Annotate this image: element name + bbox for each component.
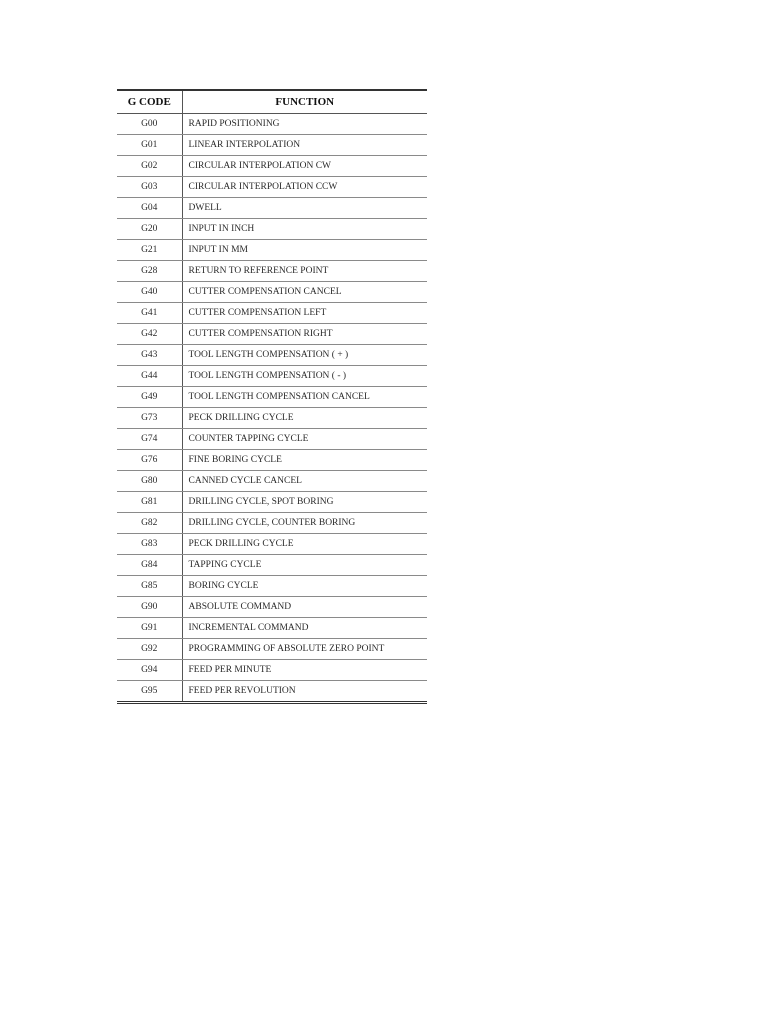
table-row	[117, 198, 427, 219]
table-row	[117, 408, 427, 429]
gcode-cell: G85	[117, 576, 182, 597]
table-row	[117, 282, 427, 303]
function-cell: TOOL LENGTH COMPENSATION ( - )	[182, 366, 427, 387]
table-row	[117, 618, 427, 639]
function-cell: INPUT IN MM	[182, 240, 427, 261]
function-cell: FINE BORING CYCLE	[182, 450, 427, 471]
function-cell: FEED PER MINUTE	[182, 660, 427, 681]
gcode-cell: G74	[117, 429, 182, 450]
gcode-cell: G82	[117, 513, 182, 534]
gcode-cell: G81	[117, 492, 182, 513]
gcode-cell: G84	[117, 555, 182, 576]
function-cell: PECK DRILLING CYCLE	[182, 408, 427, 429]
function-cell: INPUT IN INCH	[182, 219, 427, 240]
gcode-cell: G02	[117, 156, 182, 177]
gcode-cell: G92	[117, 639, 182, 660]
table-body	[117, 114, 427, 703]
table-row	[117, 471, 427, 492]
function-cell: PECK DRILLING CYCLE	[182, 534, 427, 555]
table-row	[117, 219, 427, 240]
table-row	[117, 156, 427, 177]
gcode-cell: G40	[117, 282, 182, 303]
table-row	[117, 597, 427, 618]
table-row	[117, 324, 427, 345]
column-header-gcode: G CODE	[117, 90, 182, 114]
table-row	[117, 345, 427, 366]
gcode-table	[117, 89, 427, 704]
function-cell: ABSOLUTE COMMAND	[182, 597, 427, 618]
table-row	[117, 240, 427, 261]
gcode-cell: G21	[117, 240, 182, 261]
function-cell: DRILLING CYCLE, SPOT BORING	[182, 492, 427, 513]
function-cell: DWELL	[182, 198, 427, 219]
gcode-cell: G44	[117, 366, 182, 387]
table-row	[117, 681, 427, 703]
function-cell: CUTTER COMPENSATION LEFT	[182, 303, 427, 324]
gcode-cell: G90	[117, 597, 182, 618]
table-row	[117, 576, 427, 597]
gcode-cell: G91	[117, 618, 182, 639]
gcode-cell: G76	[117, 450, 182, 471]
table-row	[117, 366, 427, 387]
function-cell: RAPID POSITIONING	[182, 114, 427, 135]
gcode-cell: G95	[117, 681, 182, 703]
gcode-cell: G94	[117, 660, 182, 681]
table-row	[117, 513, 427, 534]
table-row	[117, 555, 427, 576]
table-row	[117, 534, 427, 555]
table-header-row	[117, 90, 427, 114]
gcode-cell: G03	[117, 177, 182, 198]
function-cell: CANNED CYCLE CANCEL	[182, 471, 427, 492]
function-cell: TOOL LENGTH COMPENSATION ( + )	[182, 345, 427, 366]
table-row	[117, 261, 427, 282]
function-cell: DRILLING CYCLE, COUNTER BORING	[182, 513, 427, 534]
function-cell: LINEAR INTERPOLATION	[182, 135, 427, 156]
table-row	[117, 135, 427, 156]
table-row	[117, 660, 427, 681]
gcode-cell: G00	[117, 114, 182, 135]
function-cell: BORING CYCLE	[182, 576, 427, 597]
table-row	[117, 303, 427, 324]
function-cell: TOOL LENGTH COMPENSATION CANCEL	[182, 387, 427, 408]
table-row	[117, 429, 427, 450]
table-row	[117, 639, 427, 660]
gcode-cell: G83	[117, 534, 182, 555]
function-cell: CIRCULAR INTERPOLATION CCW	[182, 177, 427, 198]
table-row	[117, 387, 427, 408]
gcode-cell: G28	[117, 261, 182, 282]
function-cell: CIRCULAR INTERPOLATION CW	[182, 156, 427, 177]
function-cell: RETURN TO REFERENCE POINT	[182, 261, 427, 282]
gcode-cell: G42	[117, 324, 182, 345]
gcode-cell: G41	[117, 303, 182, 324]
gcode-cell: G01	[117, 135, 182, 156]
table-row	[117, 114, 427, 135]
function-cell: CUTTER COMPENSATION RIGHT	[182, 324, 427, 345]
function-cell: FEED PER REVOLUTION	[188, 686, 296, 696]
gcode-cell: G73	[117, 408, 182, 429]
function-cell: TAPPING CYCLE	[182, 555, 427, 576]
table-row	[117, 492, 427, 513]
gcode-cell: G49	[117, 387, 182, 408]
function-cell: PROGRAMMING OF ABSOLUTE ZERO POINT	[182, 639, 427, 660]
gcode-cell: G80	[117, 471, 182, 492]
gcode-cell: G20	[117, 219, 182, 240]
function-cell: COUNTER TAPPING CYCLE	[182, 429, 427, 450]
table-row	[117, 450, 427, 471]
function-cell: CUTTER COMPENSATION CANCEL	[182, 282, 427, 303]
gcode-cell: G43	[117, 345, 182, 366]
gcode-cell: G04	[117, 198, 182, 219]
function-cell: INCREMENTAL COMMAND	[182, 618, 427, 639]
table-row	[117, 177, 427, 198]
column-header-function: FUNCTION	[182, 90, 427, 114]
